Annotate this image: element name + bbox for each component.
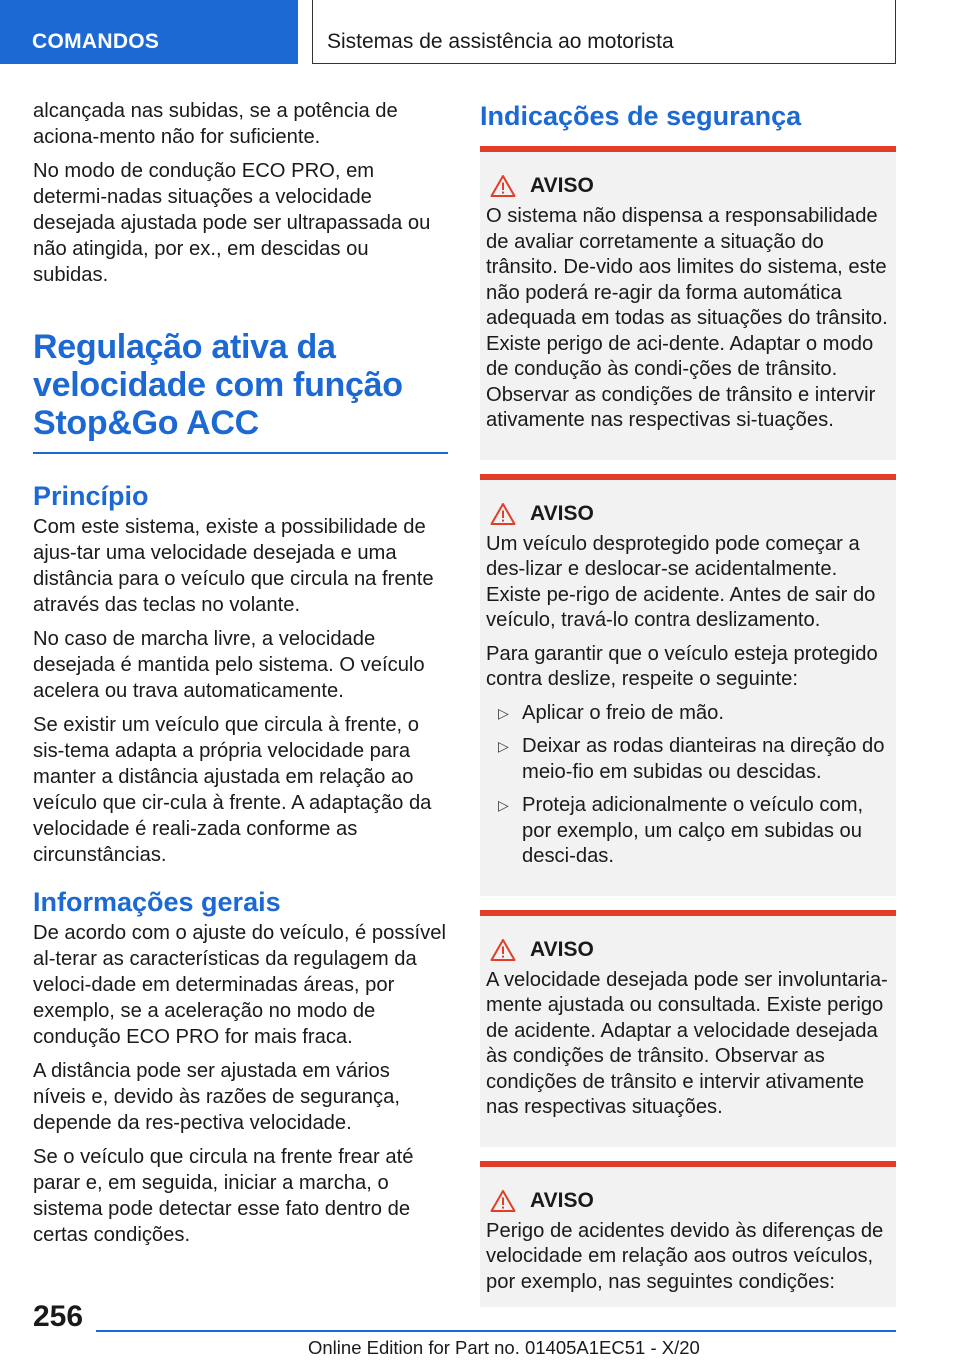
paragraph: Com este sistema, existe a possibilidade de ajus-tar uma velocidade desejada e uma distância para o veículo que circula na frente através das teclas no volante. (33, 516, 434, 616)
warning-text: O sistema não dispensa a responsabilidade de avaliar corretamente a situação do trânsito. De-vido aos limites do sistema, este não poderá re-agir da forma automática adequada em todas as situações do trânsito. Existe perigo de aci-dente. Adaptar o modo de condução às condi-ções de trânsito. Observar as condições de trânsito e intervir ativamente nas respectivas si-tuações. (486, 205, 888, 431)
paragraph: No caso de marcha livre, a velocidade desejada é mantida pelo sistema. O veículo acelera ou trava automaticamente. (33, 628, 425, 702)
right-column (480, 98, 896, 1307)
edition-text: Online Edition for Part no. 01405A1EC51 - X/20 (308, 1337, 700, 1358)
warning-triangle-icon (490, 174, 516, 198)
paragraph: Se existir um veículo que circula à frente, o sis-tema adapta a própria velocidade para manter a distância ajustada em relação ao veículo que cir-cula à frente. A adaptação da velocidade é reali-zada conforme as circunstâncias. (33, 714, 432, 866)
chapter-title: Sistemas de assistência ao motorista (327, 30, 674, 53)
warning-box (480, 474, 896, 896)
warning-text: A velocidade desejada pode ser involuntaria-mente ajustada ou consultada. Existe perigo de acidente. Adaptar a velocidade desejada às condições de trânsito. Observar as condições de trânsito e intervir ativamente nas respectivas situações. (486, 968, 888, 1118)
paragraph: No modo de condução ECO PRO, em determi-nadas situações a velocidade desejada ajustada pode ser ultrapassada ou não atingida, por ex., em descidas ou subidas. (33, 160, 431, 286)
section-title: Regulação ativa da velocidade com função Stop&Go ACC (33, 328, 403, 442)
chapter-header (312, 0, 896, 64)
warning-triangle-icon (490, 1189, 516, 1213)
list-item: ▷ Proteja adicionalmente o veículo com, por exemplo, um calço em subidas ou desci-das. (498, 794, 864, 867)
paragraph: A distância pode ser ajustada em vários níveis e, devido às razões de segurança, depende da res-pectiva velocidade. (33, 1060, 400, 1134)
footer-divider (96, 1330, 896, 1332)
general-heading: Informações gerais (33, 887, 281, 917)
list-item: ▷ Aplicar o freio de mão. (486, 701, 888, 727)
warning-label: AVISO (530, 1188, 594, 1212)
warning-text: Perigo de acidentes devido às diferenças de velocidade em relação aos outros veículos, por exemplo, nas seguintes condições: (486, 1219, 884, 1293)
section-tab (0, 0, 298, 64)
page-number: 256 (33, 1300, 84, 1333)
list-item: ▷ Deixar as rodas dianteiras na direção do meio-fio em subidas ou descidas. (498, 735, 885, 783)
warning-text: Um veículo desprotegido pode começar a des-lizar e deslocar-se acidentalmente. Existe pe-rigo de acidente. Antes de sair do veículo, travá-lo contra deslizamento. (486, 532, 876, 631)
paragraph: alcançada nas subidas, se a potência de aciona-mento não for suficiente. (33, 100, 398, 148)
title-divider (33, 452, 448, 454)
paragraph: Se o veículo que circula na frente frear até parar e, em seguida, iniciar a marcha, o sistema pode detectar esse fato dentro de certas condições. (33, 1146, 414, 1246)
triangle-bullet-icon: ▷ (498, 704, 509, 721)
warning-label: AVISO (530, 174, 594, 197)
warning-box (480, 146, 896, 460)
warning-text: Para garantir que o veículo esteja protegido contra deslize, respeite o seguinte: (486, 642, 878, 690)
warning-box (480, 1161, 896, 1308)
safety-heading: Indicações de segurança (480, 101, 802, 131)
warning-triangle-icon (490, 502, 516, 526)
triangle-bullet-icon: ▷ (498, 738, 509, 754)
warning-box (480, 910, 896, 1147)
warning-label: AVISO (530, 501, 594, 525)
paragraph: De acordo com o ajuste do veículo, é possível al-terar as características da regulagem da veloci-dade em determinadas áreas, por exemplo, se a aceleração no modo de condução ECO PRO for mais fraca. (33, 922, 446, 1048)
principle-heading: Princípio (33, 481, 149, 511)
warning-list (486, 701, 888, 870)
warning-triangle-icon (490, 938, 516, 962)
left-column (33, 98, 448, 1256)
warning-label: AVISO (530, 937, 594, 961)
triangle-bullet-icon: ▷ (498, 797, 509, 813)
section-label: COMANDOS (32, 30, 160, 53)
